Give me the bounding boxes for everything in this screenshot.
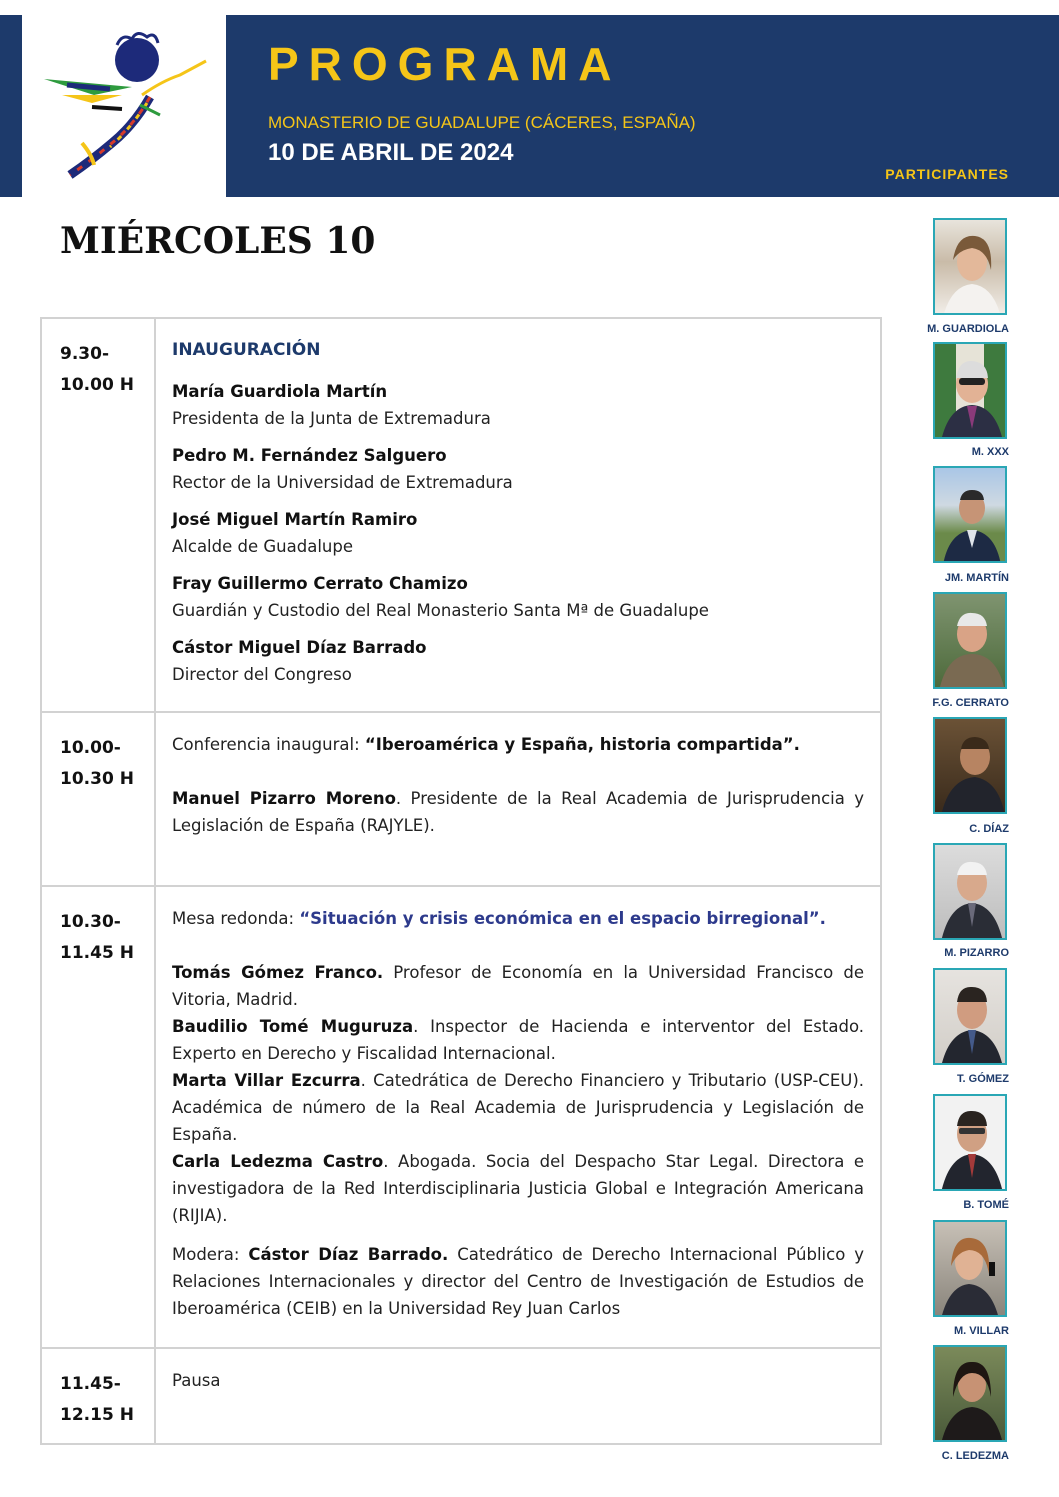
panelist — [172, 959, 864, 1013]
session-heading — [172, 905, 864, 932]
session-type: Conferencia inaugural: — [172, 735, 365, 754]
day-title: MIÉRCOLES 10 — [60, 220, 376, 262]
session-topic: “Situación y crisis económica en el espacio birregional”. — [299, 909, 826, 928]
speaker-role: Alcalde de Guadalupe — [172, 537, 353, 556]
speaker-role: Rector de la Universidad de Extremadura — [172, 473, 513, 492]
time-end: 12.15 H — [60, 1405, 134, 1425]
time-end: 10.00 H — [60, 375, 134, 395]
speaker — [172, 570, 864, 624]
session-row-conference — [42, 711, 880, 885]
moderator-name: Cástor Díaz Barrado. — [248, 1245, 449, 1264]
speaker — [172, 442, 864, 496]
time-start: 9.30- — [60, 344, 109, 364]
session-row-inauguration — [42, 319, 880, 711]
session-time — [42, 319, 156, 711]
panelist-role: . Inspector de Hacienda e interventor del Estado. Experto en Derecho y Fiscalidad Internacional. — [172, 1017, 864, 1063]
session-time — [42, 1349, 156, 1443]
panelist-name: Carla Ledezma Castro — [172, 1152, 384, 1171]
break-label: Pausa — [172, 1371, 221, 1390]
participant-label: C. LEDEZMA — [941, 1450, 1009, 1462]
time-start: 10.30- — [60, 912, 121, 932]
speaker-name: Fray Guillermo Cerrato Chamizo — [172, 574, 468, 593]
participant-photo — [933, 1220, 1007, 1317]
participant-label: F.G. CERRATO — [932, 697, 1009, 709]
event-location: MONASTERIO DE GUADALUPE (CÁCERES, ESPAÑA) — [268, 113, 696, 132]
participant-label: B. TOMÉ — [963, 1199, 1009, 1211]
session-content — [156, 887, 880, 1347]
session-content — [156, 713, 880, 885]
speaker-name: Pedro M. Fernández Salguero — [172, 446, 447, 465]
participant-label: M. XXX — [971, 446, 1009, 458]
speaker-role: . Presidente de la Real Academia de Jurisprudencia y Legislación de España (RAJYLE). — [172, 789, 864, 835]
panelist-name: Baudilio Tomé Muguruza — [172, 1017, 414, 1036]
speaker-role: Presidenta de la Junta de Extremadura — [172, 409, 491, 428]
participant-photo — [933, 342, 1007, 439]
session-time — [42, 887, 156, 1347]
session-row-break — [42, 1347, 880, 1443]
moderator-label: Modera: — [172, 1245, 249, 1264]
logo-area — [22, 15, 224, 197]
moderator-role: Catedrático de Derecho Internacional Público y Relaciones Internacionales y director del Centro de Investigación de Estudios de Iberoamérica (CEIB) en la Universidad Rey Juan Carlos — [172, 1245, 865, 1318]
panelist — [172, 1148, 864, 1229]
participant-photo — [933, 592, 1007, 689]
program-title: PROGRAMA — [268, 38, 622, 90]
speaker — [172, 785, 864, 839]
time-end: 10.30 H — [60, 769, 134, 789]
panelist-name: Marta Villar Ezcurra — [172, 1071, 361, 1090]
participant-label: M. VILLAR — [954, 1325, 1009, 1337]
moderator — [172, 1241, 864, 1322]
event-date: 10 DE ABRIL DE 2024 — [268, 139, 514, 166]
session-topic: “Iberoamérica y España, historia compartida”. — [364, 735, 800, 754]
speaker-role: Guardián y Custodio del Real Monasterio Santa Mª de Guadalupe — [172, 601, 709, 620]
participant-label: M. GUARDIOLA — [927, 323, 1009, 335]
session-title: INAUGURACIÓN — [172, 340, 321, 360]
speaker-name: María Guardiola Martín — [172, 382, 388, 401]
panelist-role: . Catedrática de Derecho Financiero y Tributario (USP-CEU). Académica de número de la Real Academia de Jurisprudencia y Legislación de España. — [172, 1071, 865, 1144]
panelist-name: Tomás Gómez Franco. — [172, 963, 384, 982]
header-left-bar — [0, 15, 22, 197]
panelist — [172, 1067, 864, 1148]
participant-photo — [933, 466, 1007, 563]
participant-photo — [933, 843, 1007, 940]
speaker — [172, 506, 864, 560]
header-banner — [226, 15, 1059, 197]
participant-label: JM. MARTÍN — [944, 572, 1009, 584]
session-type: Mesa redonda: — [172, 909, 300, 928]
speaker — [172, 378, 864, 432]
speaker-name: José Miguel Martín Ramiro — [172, 510, 418, 529]
time-start: 10.00- — [60, 738, 121, 758]
participant-label: T. GÓMEZ — [957, 1073, 1009, 1085]
congress-logo — [22, 15, 224, 197]
session-time — [42, 713, 156, 885]
participant-label: C. DÍAZ — [969, 823, 1009, 835]
speaker-name: Manuel Pizarro Moreno — [172, 789, 396, 808]
participant-photo — [933, 717, 1007, 814]
participants-label: PARTICIPANTES — [885, 166, 1009, 182]
session-content — [156, 319, 880, 711]
time-start: 11.45- — [60, 1374, 121, 1394]
time-end: 11.45 H — [60, 943, 134, 963]
participant-photo — [933, 1345, 1007, 1442]
session-row-roundtable — [42, 885, 880, 1347]
participant-photo — [933, 968, 1007, 1065]
session-content — [156, 1349, 880, 1443]
participant-photo — [933, 1094, 1007, 1191]
schedule-table — [40, 317, 882, 1445]
panelist — [172, 1013, 864, 1067]
participant-photo — [933, 218, 1007, 315]
participant-label: M. PIZARRO — [944, 947, 1009, 959]
session-heading — [172, 731, 864, 758]
speaker-name: Cástor Miguel Díaz Barrado — [172, 638, 427, 657]
panelist-role: . Abogada. Socia del Despacho Star Legal. Directora e investigadora de la Red Interdisciplinaria Justicia Global e Integración Americana (RIJIA). — [172, 1152, 864, 1225]
speaker — [172, 634, 864, 688]
speaker-role: Director del Congreso — [172, 665, 352, 684]
panelist-role: Profesor de Economía en la Universidad Francisco de Vitoria, Madrid. — [172, 963, 864, 1009]
